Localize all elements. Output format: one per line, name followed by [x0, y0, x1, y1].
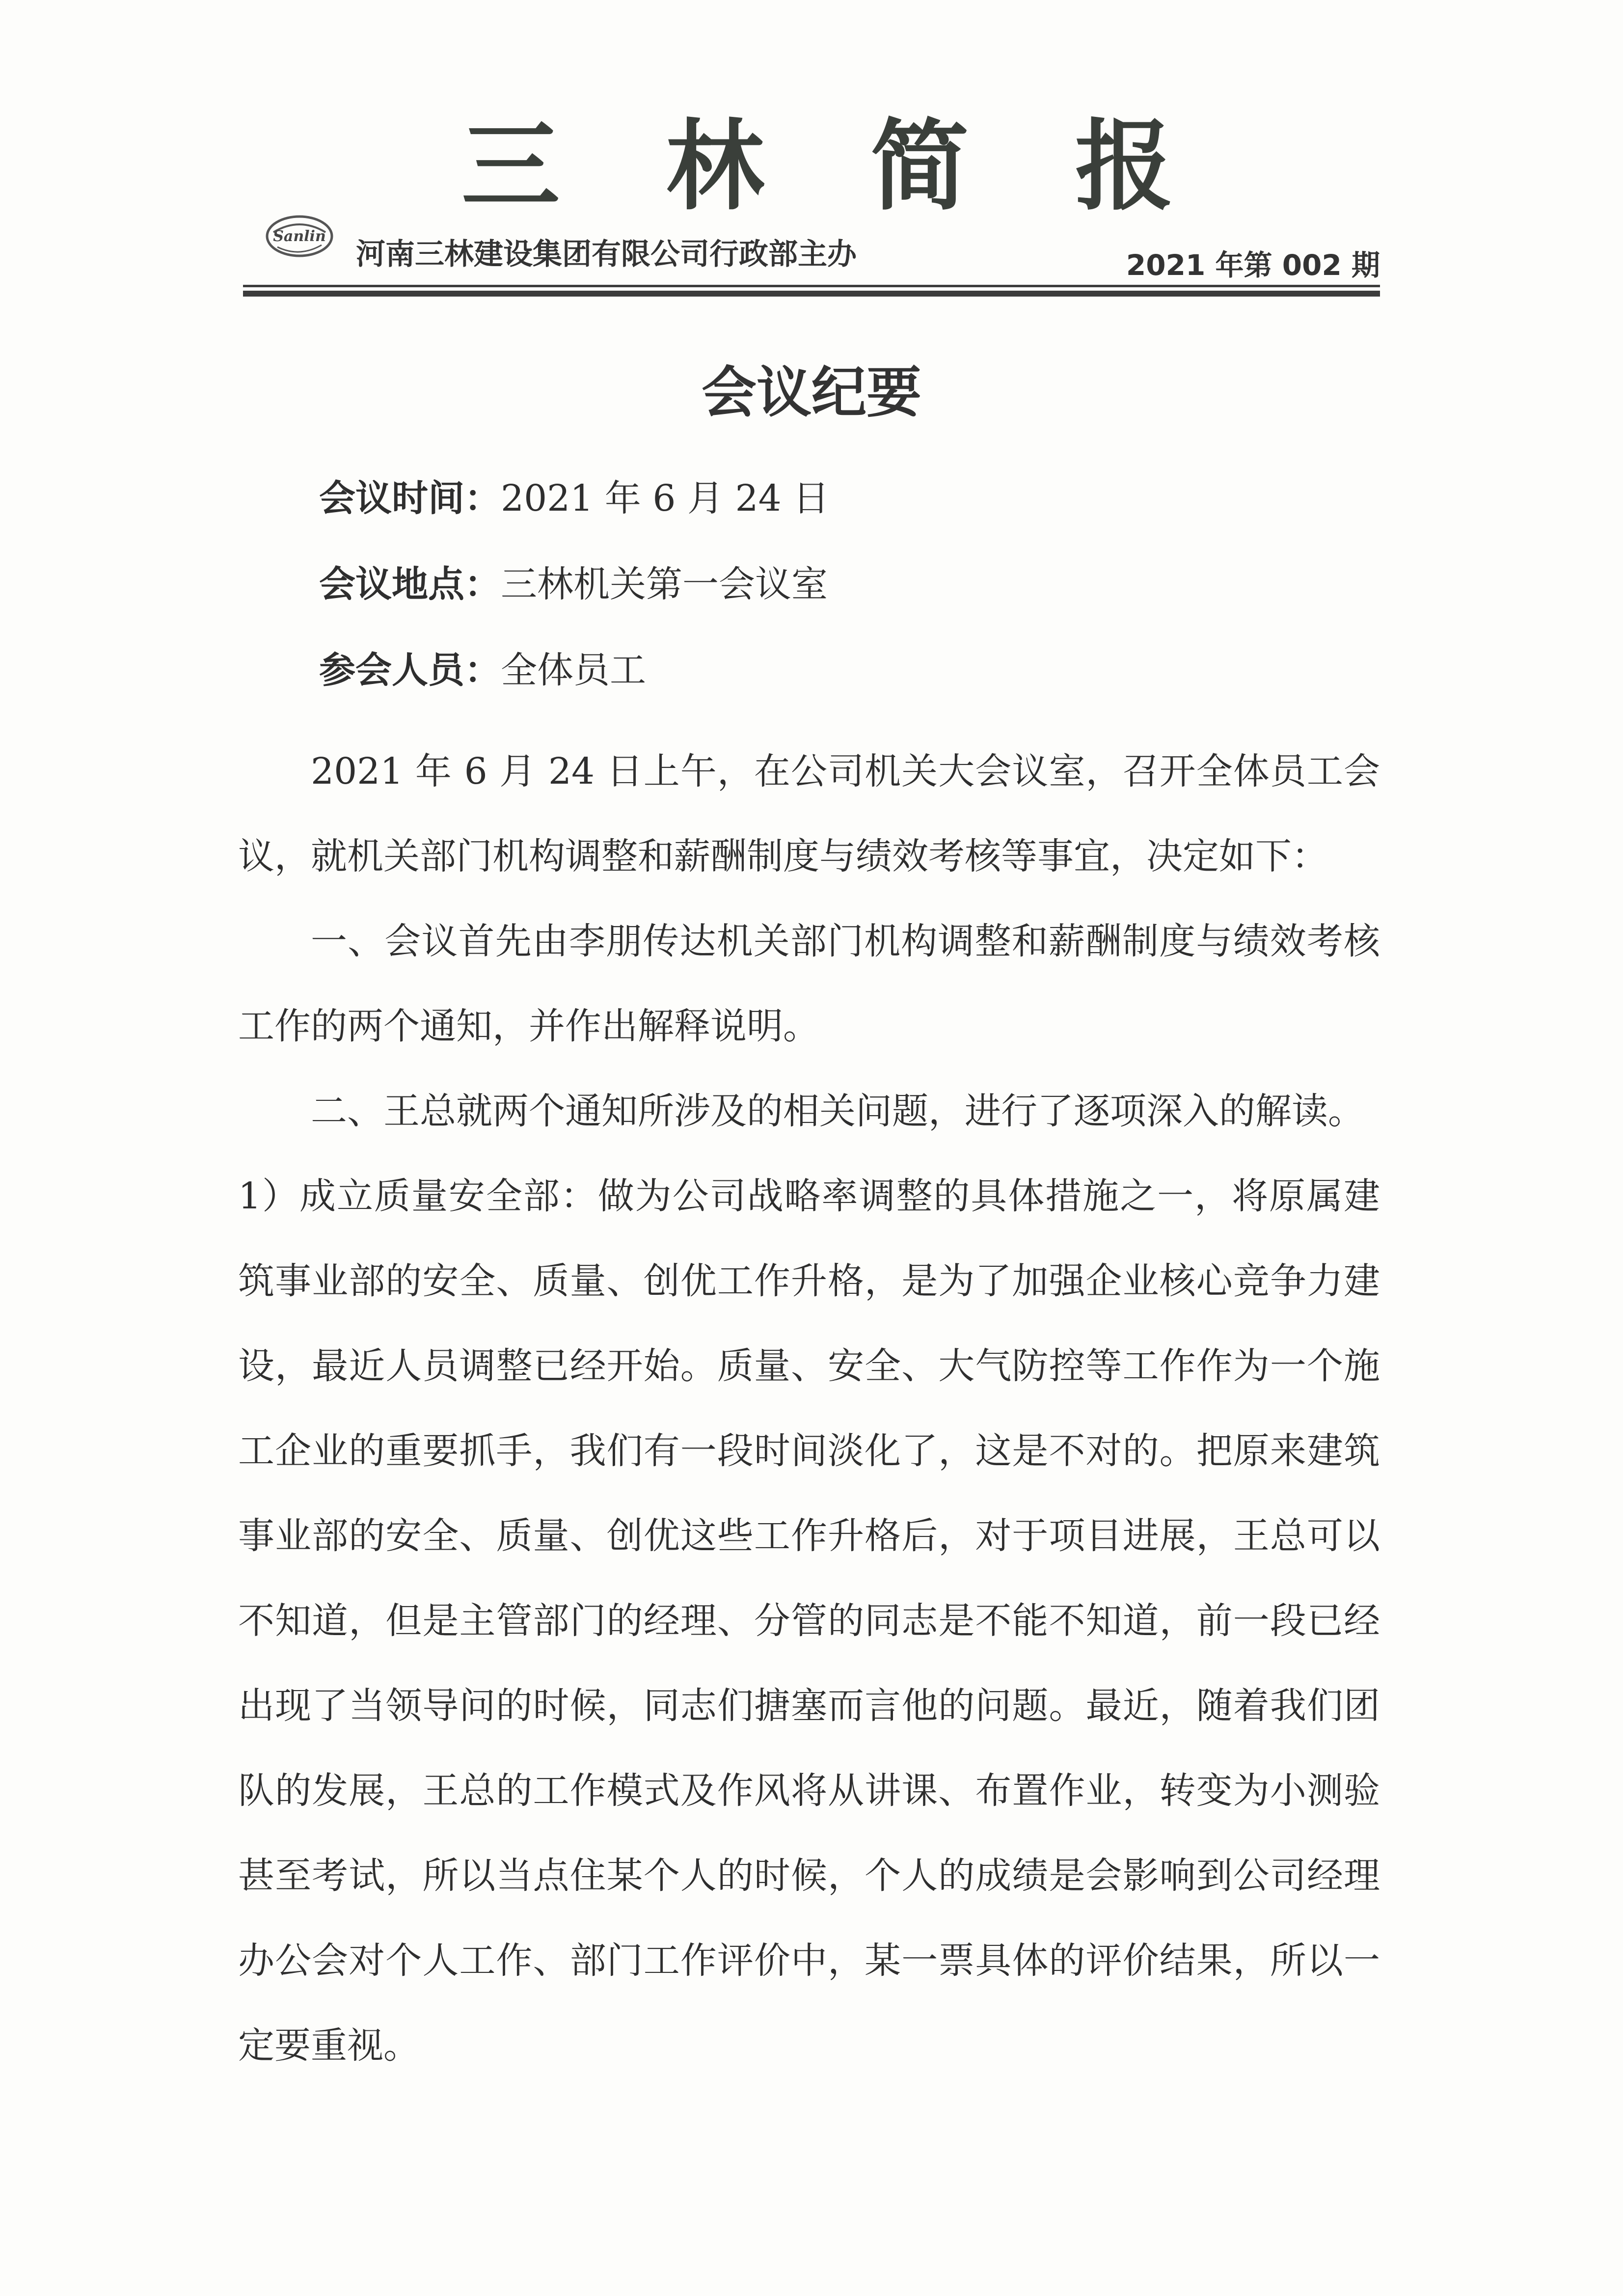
- masthead-title-char: 简: [870, 109, 969, 224]
- masthead-title-char: 三: [461, 109, 560, 224]
- masthead-rule-thick: [243, 291, 1380, 297]
- meta-label: 会议时间：: [319, 477, 501, 519]
- meta-value: 三林机关第一会议室: [501, 563, 828, 605]
- meta-value: 全体员工: [501, 649, 646, 691]
- meta-label: 会议地点：: [319, 563, 501, 605]
- document-body: [238, 729, 1380, 2088]
- issue-number: 2021 年第 002 期: [1126, 248, 1380, 282]
- body-paragraph: 2021 年 6 月 24 日上午，在公司机关大会议室，召开全体员工会议，就机关部门机构调整和薪酬制度与绩效考核等事宜，决定如下：: [238, 750, 1380, 877]
- document-title: 会议纪要: [702, 361, 921, 425]
- body-paragraph: 1）成立质量安全部：做为公司战略率调整的具体措施之一，将原属建筑事业部的安全、质量、创优工作升格，是为了加强企业核心竞争力建设，最近人员调整已经开始。质量、安全、大气防控等工作作为一个施工企业的重要抓手，我们有一段时间淡化了，这是不对的。把原来建筑事业部的安全、质量、创优这些工作升格后，对于项目进展，王总可以不知道，但是主管部门的经理、分管的同志是不能不知道，前一段已经出现了当领导问的时候，同志们搪塞而言他的问题。最近，随着我们团队的发展，王总的工作模式及作风将从讲课、布置作业，转变为小测验甚至考试，所以当点住某个人的时候，个人的成绩是会影响到公司经理办公会对个人工作、部门工作评价中，某一票具体的评价结果，所以一定要重视。: [238, 1175, 1380, 2067]
- meta-label: 参会人员：: [319, 649, 501, 691]
- meta-row-location: [319, 560, 828, 609]
- body-paragraph: 一、会议首先由李朋传达机关部门机构调整和薪酬制度与绩效考核工作的两个通知，并作出解释说明。: [238, 920, 1380, 1047]
- body-paragraph: 二、王总就两个通知所涉及的相关问题，进行了逐项深入的解读。: [311, 1090, 1364, 1132]
- meta-row-time: [319, 474, 829, 523]
- logo-text: Sanlin: [273, 228, 326, 245]
- meta-value: 2021 年 6 月 24 日: [501, 477, 830, 519]
- masthead-title: [461, 108, 1173, 226]
- company-logo-icon: [263, 209, 336, 263]
- meta-row-attendees: [319, 646, 646, 695]
- masthead-rule-thin: [243, 285, 1380, 287]
- masthead-title-char: 报: [1075, 109, 1173, 224]
- organizer-line: 河南三林建设集团有限公司行政部主办: [356, 237, 857, 272]
- masthead-title-char: 林: [666, 109, 764, 224]
